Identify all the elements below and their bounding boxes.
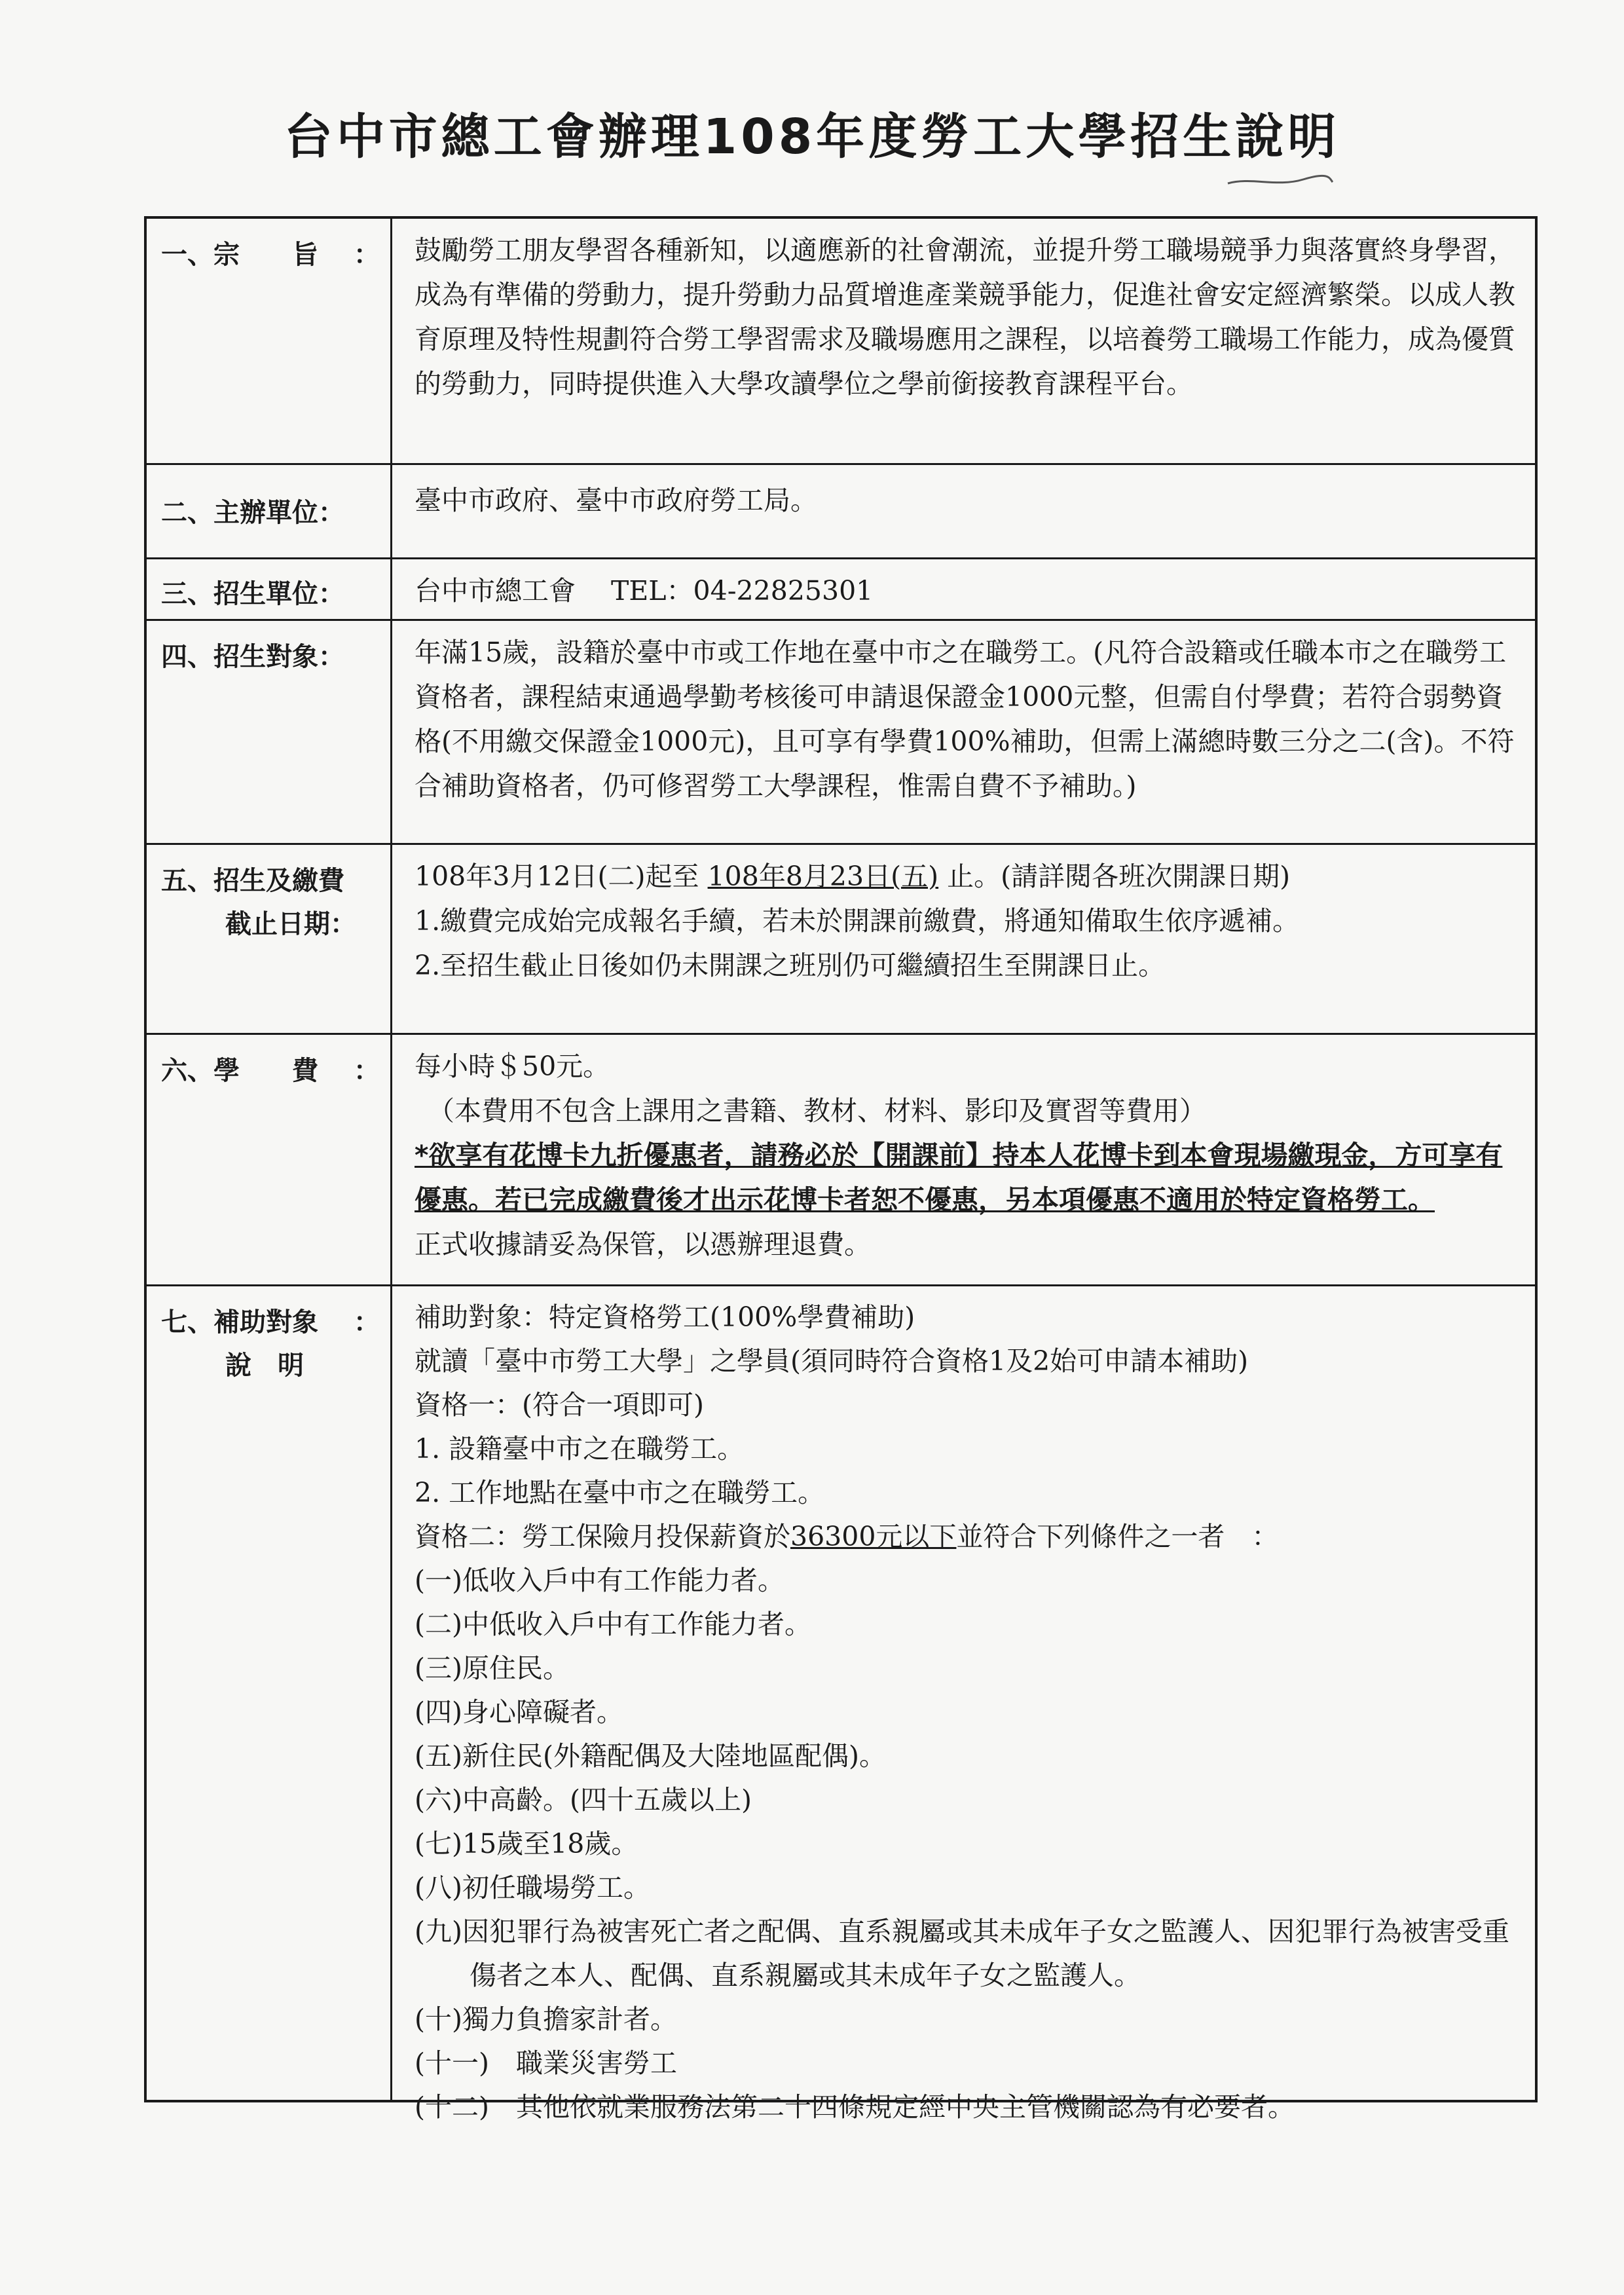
qualification-one-item: 2. 工作地點在臺中市之在職勞工。 xyxy=(415,1477,825,1508)
qualification-two-item: (二)中低收入戶中有工作能力者。 xyxy=(415,1609,811,1640)
tuition-content xyxy=(392,1035,1535,1284)
organizer-content xyxy=(392,465,1535,557)
target-text: 年滿15歲，設籍於臺中市或工作地在臺中市之在職勞工。(凡符合設籍或任職本市之在職勞工資格者，課程結束通過學勤考核後可申請退保證金1000元整，但需自付學費；若符合弱勢資格(不用繳交保證金1000元)，且可享有學費100%補助，但需上滿總時數三分之二(含)。不符合補助資格者，仍可修習勞工大學課程，惟需自費不予補助。) xyxy=(415,637,1515,802)
qualification-two-item: (六)中高齡。(四十五歲以上) xyxy=(415,1784,752,1816)
deadline-label xyxy=(147,845,392,1033)
qualification-one-item: 1. 設籍臺中市之在職勞工。 xyxy=(415,1433,745,1465)
deadline-dates xyxy=(415,854,1519,899)
deadline-item: 1.繳費完成始完成報名手續，若未於開課前繳費，將通知備取生依序遞補。 xyxy=(415,905,1300,937)
enrollment-unit-content xyxy=(392,559,1535,619)
qualification-two-item: (七)15歲至18歲。 xyxy=(415,1828,638,1859)
receipt-note: 正式收據請妥為保管，以憑辦理退費。 xyxy=(415,1229,871,1260)
row-tuition xyxy=(147,1035,1535,1286)
subsidy-label xyxy=(147,1286,392,2100)
page-title: 台中市總工會辦理108年度勞工大學招生說明 xyxy=(284,109,1340,165)
salary-threshold: 36300元以下 xyxy=(790,1521,957,1552)
row-enrollment-unit xyxy=(147,559,1535,621)
row-purpose xyxy=(147,219,1535,465)
enrollment-unit-label-text: 三、招生單位： xyxy=(161,579,344,609)
subsidy-requirement: 就讀「臺中市勞工大學」之學員(須同時符合資格1及2始可申請本補助) xyxy=(415,1345,1249,1377)
target-content xyxy=(392,621,1535,843)
qualification-two-item: (八)初任職場勞工。 xyxy=(415,1872,650,1903)
qualification-two-item: (十二) 其他依就業服務法第二十四條規定經中央主管機關認為有必要者。 xyxy=(415,2091,1295,2123)
deadline-item: 2.至招生截止日後如仍未開課之班別仍可繼續招生至開課日止。 xyxy=(415,950,1166,981)
subsidy-subject: 補助對象：特定資格勞工(100%學費補助) xyxy=(415,1301,915,1333)
enrollment-unit-text: 台中市總工會 TEL：04-22825301 xyxy=(415,575,874,606)
tuition-colon: ： xyxy=(354,1056,380,1086)
deadline-label-line1: 五、招生及繳費 xyxy=(161,866,344,896)
row-target xyxy=(147,621,1535,845)
target-label-text: 四、招生對象： xyxy=(161,642,344,672)
subsidy-content xyxy=(392,1286,1535,2123)
qualification-two-item: (十一) 職業災害勞工 xyxy=(415,2047,677,2079)
tuition-label xyxy=(147,1035,392,1284)
qualification-two-item: (四)身心障礙者。 xyxy=(415,1696,623,1728)
subsidy-colon: ： xyxy=(354,1307,380,1337)
qualification-one-title: 資格一：(符合一項即可) xyxy=(415,1389,704,1421)
deadline-end-date: 108年8月23日(五) xyxy=(707,861,939,892)
tuition-note: （本費用不包含上課用之書籍、教材、材料、影印及實習等費用） xyxy=(428,1095,1206,1127)
deadline-label-line2: 截止日期： xyxy=(225,909,356,939)
flower-card-notice: *欲享有花博卡九折優惠者，請務必於【開課前】持本人花博卡到本會現場繳現金，方可享有優惠。若已完成繳費後才出示花博卡者恕不優惠，另本項優惠不適用於特定資格勞工。 xyxy=(415,1140,1503,1216)
pen-scribble-mark xyxy=(1225,172,1336,191)
purpose-label xyxy=(147,219,392,463)
tuition-label-text: 六、學 費 xyxy=(161,1056,318,1086)
organizer-text: 臺中市政府、臺中市政府勞工局。 xyxy=(415,485,817,516)
organizer-label xyxy=(147,465,392,557)
enrollment-unit-label xyxy=(147,559,392,619)
row-subsidy xyxy=(147,1286,1535,2123)
info-table xyxy=(144,216,1538,2123)
qualification-two-item: (九)因犯罪行為被害死亡者之配偶、直系親屬或其未成年子女之監護人、因犯罪行為被害受重傷者之本人、配偶、直系親屬或其未成年子女之監護人。 xyxy=(415,1916,1509,1991)
target-label xyxy=(147,621,392,843)
deadline-content xyxy=(392,845,1535,1033)
qualification-two-item: (五)新住民(外籍配偶及大陸地區配偶)。 xyxy=(415,1740,886,1772)
deadline-date-note: 止。(請詳閱各班次開課日期) xyxy=(947,861,1291,892)
qualification-two-prefix: 資格二：勞工保險月投保薪資於 xyxy=(415,1521,790,1552)
qualification-two-item: (十)獨力負擔家計者。 xyxy=(415,2004,677,2035)
deadline-start-date: 108年3月12日(二)起至 xyxy=(415,861,699,892)
purpose-colon: ： xyxy=(354,240,380,270)
tuition-rate: 每小時＄50元。 xyxy=(415,1051,610,1082)
subsidy-label-line2: 說 明 xyxy=(225,1351,304,1381)
purpose-text: 鼓勵勞工朋友學習各種新知，以適應新的社會潮流，並提升勞工職場競爭力與落實終身學習，成為有準備的勞動力，提升勞動力品質增進產業競爭能力，促進社會安定經濟繁榮。以成人教育原理及特性規劃符合勞工學習需求及職場應用之課程，以培養勞工職場工作能力，成為優質的勞動力，同時提供進入大學攻讀學位之學前銜接教育課程平台。 xyxy=(415,234,1515,400)
qualification-two-item: (一)低收入戶中有工作能力者。 xyxy=(415,1565,784,1596)
qualification-two-item: (三)原住民。 xyxy=(415,1652,570,1684)
row-deadline xyxy=(147,845,1535,1035)
organizer-label-text: 二、主辦單位： xyxy=(161,498,344,528)
row-organizer xyxy=(147,465,1535,559)
qualification-two-suffix: 並符合下列條件之一者 ： xyxy=(956,1521,1279,1552)
purpose-content xyxy=(392,219,1535,463)
qualification-two-title xyxy=(415,1515,1519,1559)
subsidy-label-line1: 七、補助對象 xyxy=(161,1307,318,1337)
purpose-label-text: 一、宗 旨 xyxy=(161,240,318,270)
